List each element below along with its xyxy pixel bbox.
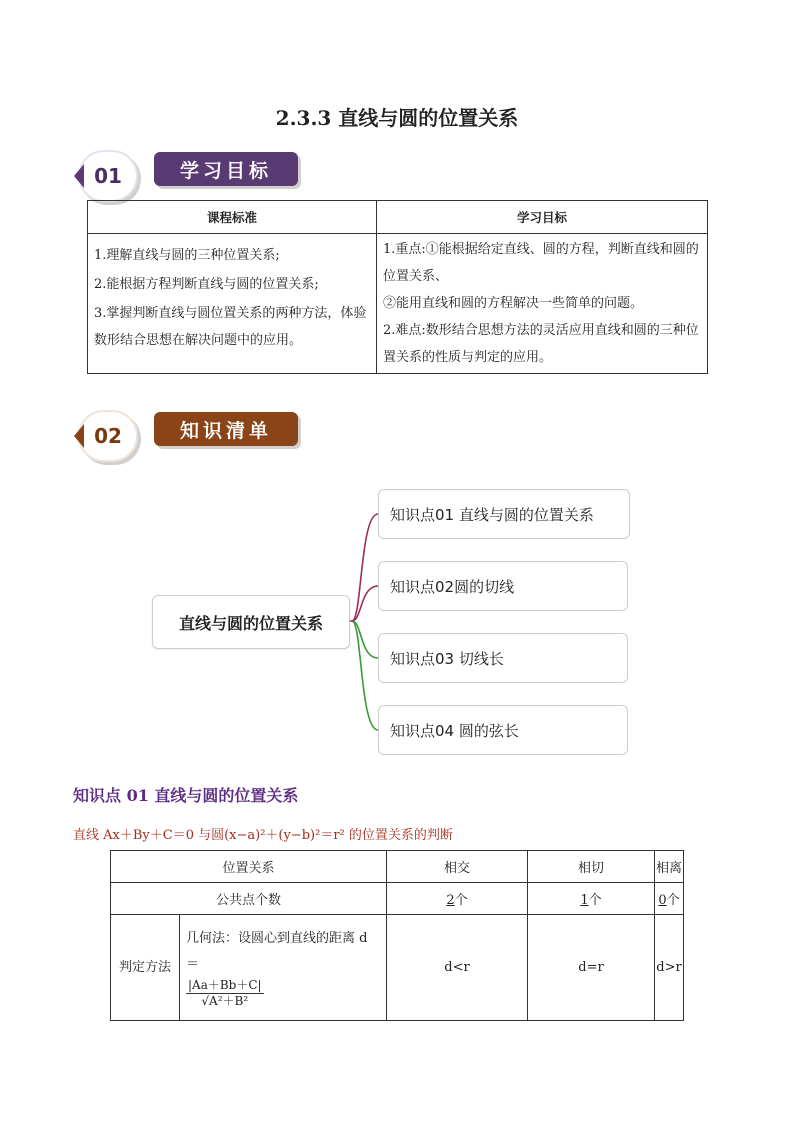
count-unit: 个 (588, 893, 602, 908)
knowledge-point-description: 直线 Ax＋By＋C＝0 与圆(x−a)²＋(y−b)²＝r² 的位置关系的判断 (73, 828, 453, 843)
condition-cell: d<r (386, 915, 527, 1021)
row-label: 判定方法 (111, 915, 180, 1021)
count-cell (386, 883, 527, 915)
section-label: 知识清单 (154, 412, 298, 446)
count-value: 1 (580, 893, 589, 908)
header-cell: 相切 (527, 851, 654, 883)
page-title: 2.3.3 直线与圆的位置关系 (275, 106, 519, 130)
mindmap-node-4: 知识点04 圆的弦长 (378, 705, 628, 755)
count-cell (654, 883, 683, 915)
goal-line: 2.难点:数形结合思想方法的灵活应用直线和圆的三种位置关系的性质与判定的应用。 (383, 323, 699, 365)
mindmap-node-1: 知识点01 直线与圆的位置关系 (378, 489, 630, 539)
header-cell: 相离 (654, 851, 683, 883)
goal-line: ②能用直线和圆的方程解决一些简单的问题。 (383, 296, 644, 311)
col-header-goals: 学习目标 (377, 201, 708, 234)
mindmap-node-3: 知识点03 切线长 (378, 633, 628, 683)
mindmap-node-2: 知识点02圆的切线 (378, 561, 628, 611)
header-cell: 相交 (386, 851, 527, 883)
standard-line: 3.掌握判断直线与圆位置关系的两种方法，体验数形结合思想在解决问题中的应用。 (94, 306, 367, 348)
relation-table (110, 850, 684, 1021)
standard-cell (88, 234, 377, 374)
header-cell: 位置关系 (111, 851, 387, 883)
branch-line-4 (352, 621, 378, 730)
count-value: 0 (658, 893, 667, 908)
section-number: 02 (78, 410, 138, 462)
condition-cell: d>r (654, 915, 683, 1021)
method-cell (180, 915, 387, 1021)
objectives-table (87, 200, 708, 374)
count-unit: 个 (454, 893, 468, 908)
standard-line: 2.能根据方程判断直线与圆的位置关系; (94, 277, 319, 292)
mindmap-root: 直线与圆的位置关系 (152, 595, 350, 649)
branch-line-1 (352, 514, 378, 621)
method-text: 几何法：设圆心到直线的距离 d＝ (186, 931, 368, 972)
goals-cell (377, 234, 708, 374)
distance-formula (186, 978, 264, 1009)
count-cell (527, 883, 654, 915)
section-label: 学习目标 (154, 152, 298, 186)
row-label: 公共点个数 (111, 883, 387, 915)
standard-line: 1.理解直线与圆的三种位置关系; (94, 248, 280, 263)
section-number: 01 (78, 150, 138, 202)
condition-cell: d=r (527, 915, 654, 1021)
formula-denominator: √A²＋B² (201, 994, 249, 1008)
count-value: 2 (446, 893, 455, 908)
formula-numerator: |Aa＋Bb＋C| (188, 978, 262, 992)
goal-line: 1.重点:①能根据给定直线、圆的方程，判断直线和圆的位置关系、 (383, 242, 699, 284)
knowledge-point-heading: 知识点 01 直线与圆的位置关系 (73, 786, 299, 805)
col-header-standard: 课程标准 (88, 201, 377, 234)
count-unit: 个 (666, 893, 680, 908)
